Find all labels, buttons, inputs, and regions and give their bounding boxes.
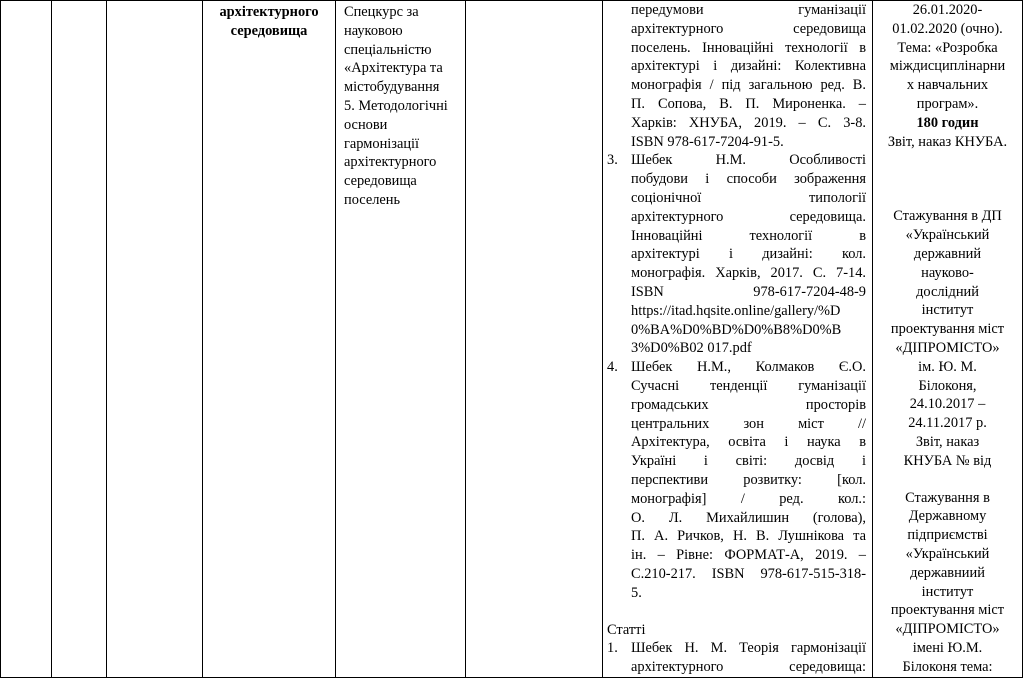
- course-line: поселень: [344, 191, 401, 208]
- publication-line: передумови гуманізації: [631, 2, 866, 18]
- internship-line: інститут: [921, 302, 974, 319]
- internship-line: Стажування в ДП: [893, 208, 1002, 225]
- internships-cell: [873, 1, 1023, 678]
- publication-line: О. Л. Михайлишин (голова),: [631, 509, 866, 526]
- empty-cell-1: [1, 1, 52, 678]
- internship-line: Тема: «Розробка: [897, 39, 998, 56]
- course-line: науковою: [344, 22, 403, 39]
- internship-line: державний: [913, 245, 982, 262]
- publication-line: монографія] / ред. кол.:: [631, 490, 866, 507]
- course-line: «Архітектура та: [344, 60, 443, 77]
- internship-line: програм».: [916, 95, 979, 112]
- publications-cell: [603, 1, 873, 678]
- publication-line: архітектурі і дизайні: кол.: [631, 246, 866, 263]
- publication-line: П. А. Ричков, Н. В. Лушнікова та: [631, 528, 866, 545]
- internship-line: 26.01.2020-: [912, 2, 983, 18]
- discipline-name-line: архітектурного: [219, 4, 319, 20]
- publication-number: 4.: [607, 359, 618, 376]
- internship-line: ім. Ю. М.: [918, 358, 977, 375]
- publication-link: https://itad.hqsite.online/gallery/%D: [631, 302, 841, 319]
- publication-line: монографія. Харків, 2017. С. 7-14.: [631, 265, 866, 282]
- internship-line: 24.10.2017 –: [909, 396, 986, 413]
- publication-line: монографія / під загальною ред. В.: [631, 77, 866, 94]
- publication-line: перспективи розвитку: [кол.: [631, 471, 866, 488]
- publication-line: С.210-217. ISBN 978-617-515-318-: [631, 565, 866, 582]
- course-line: гармонізації: [344, 135, 420, 152]
- internship-line: Білоконя,: [918, 377, 977, 394]
- internship-line: Стажування в: [905, 489, 990, 506]
- table-row: [1, 1, 1023, 678]
- publication-line: соціонічної типології: [631, 189, 866, 206]
- publication-number: 1.: [607, 640, 618, 657]
- publication-line: Архітектура, освіта і наука в: [631, 434, 866, 451]
- publication-link: 3%D0%B02 017.pdf: [631, 340, 752, 357]
- internship-line: «Український: [905, 545, 990, 562]
- empty-cell-6: [466, 1, 603, 678]
- publication-line: побудови і способи зображення: [631, 171, 866, 188]
- internship-line: дослідний: [916, 283, 979, 300]
- publication-line: ін. – Рівне: ФОРМАТ-А, 2019. –: [631, 547, 866, 564]
- publication-number: 3.: [607, 152, 618, 169]
- publication-line: ISBN 978-617-7204-48-9: [631, 283, 866, 300]
- internship-line: х навчальних: [906, 77, 989, 94]
- internship-line: «ДІПРОМІСТО»: [895, 339, 1000, 356]
- publication-line: архітектурі і дизайні: Колективна: [631, 58, 866, 75]
- publication-entry-2-continued: [607, 1, 866, 151]
- internship-line: науково-: [921, 264, 974, 281]
- internship-line: проектування міст: [890, 602, 1005, 619]
- article-entry-1: [607, 639, 866, 677]
- publication-line: Шебек Н.М. Особливості: [631, 152, 866, 169]
- course-line: Спецкурс за: [344, 4, 419, 20]
- empty-cell-2: [52, 1, 107, 678]
- internship-line: 24.11.2017 р.: [908, 415, 987, 432]
- internship-line: інститут: [921, 583, 974, 600]
- publication-line: архітектурного середовища:: [631, 659, 866, 676]
- publication-line: Україні і світі: досвід і: [631, 453, 866, 470]
- publication-line: архітектурного середовища.: [631, 208, 866, 225]
- publication-line: архітектурного середовища: [631, 20, 866, 37]
- internship-line: «Український: [905, 227, 990, 244]
- articles-heading: Статті: [607, 621, 646, 638]
- publication-line: П. Сопова, В. П. Мироненка. –: [631, 95, 866, 112]
- course-line: 5. Методологічні: [344, 97, 448, 114]
- internship-line: Звіт, наказ КНУБА.: [887, 133, 1008, 150]
- course-line: основи: [344, 116, 388, 133]
- course-line: архітектурного: [344, 154, 437, 171]
- publication-line: Шебек Н. М. Теорія гармонізації: [631, 640, 866, 657]
- publication-link: 0%BA%D0%BD%D0%B8%D0%B: [631, 321, 842, 338]
- internship-line: Державному: [908, 508, 987, 525]
- internship-line: державниий: [910, 564, 985, 581]
- internship-line: Звіт, наказ: [915, 433, 980, 450]
- publication-line: Сучасні тенденції гуманізації: [631, 377, 866, 394]
- empty-cell-3: [107, 1, 203, 678]
- publication-entry-3: [607, 151, 866, 358]
- discipline-name-line: середовища: [230, 22, 308, 39]
- internship-line: 01.02.2020 (очно).: [892, 20, 1003, 37]
- articles-heading-row: [607, 621, 866, 640]
- internship-line: проектування міст: [890, 321, 1005, 338]
- internship-line: імені Ю.М.: [912, 639, 983, 656]
- internship-line: КНУБА № від: [903, 452, 992, 469]
- publication-line: центральних зон міст //: [631, 415, 866, 432]
- publication-line: Інноваційні технології в: [631, 227, 866, 244]
- publication-line: Шебек Н.М., Колмаков Є.О.: [631, 359, 866, 376]
- internship-hours: 180 годин: [916, 114, 979, 131]
- publication-entry-4: [607, 358, 866, 602]
- publication-line: ISBN 978-617-7204-91-5.: [631, 133, 784, 150]
- publication-line: Харків: ХНУБА, 2019. – С. 3-8.: [631, 114, 866, 131]
- publication-line: поселень. Інноваційні технології в: [631, 39, 866, 56]
- course-line: містобудування: [344, 79, 440, 96]
- internship-line: «ДІПРОМІСТО»: [895, 621, 1000, 638]
- course-line: спеціальністю: [344, 41, 432, 58]
- course-line: середовища: [344, 173, 417, 190]
- internship-line: Білоконя тема:: [902, 658, 993, 675]
- internship-line: підприємстві: [907, 527, 988, 544]
- publication-line: 5.: [631, 584, 642, 601]
- internship-line: міждисциплінарни: [889, 58, 1006, 75]
- discipline-name-cell: [203, 1, 336, 678]
- course-cell: [336, 1, 466, 678]
- publication-line: громадських просторів: [631, 396, 866, 413]
